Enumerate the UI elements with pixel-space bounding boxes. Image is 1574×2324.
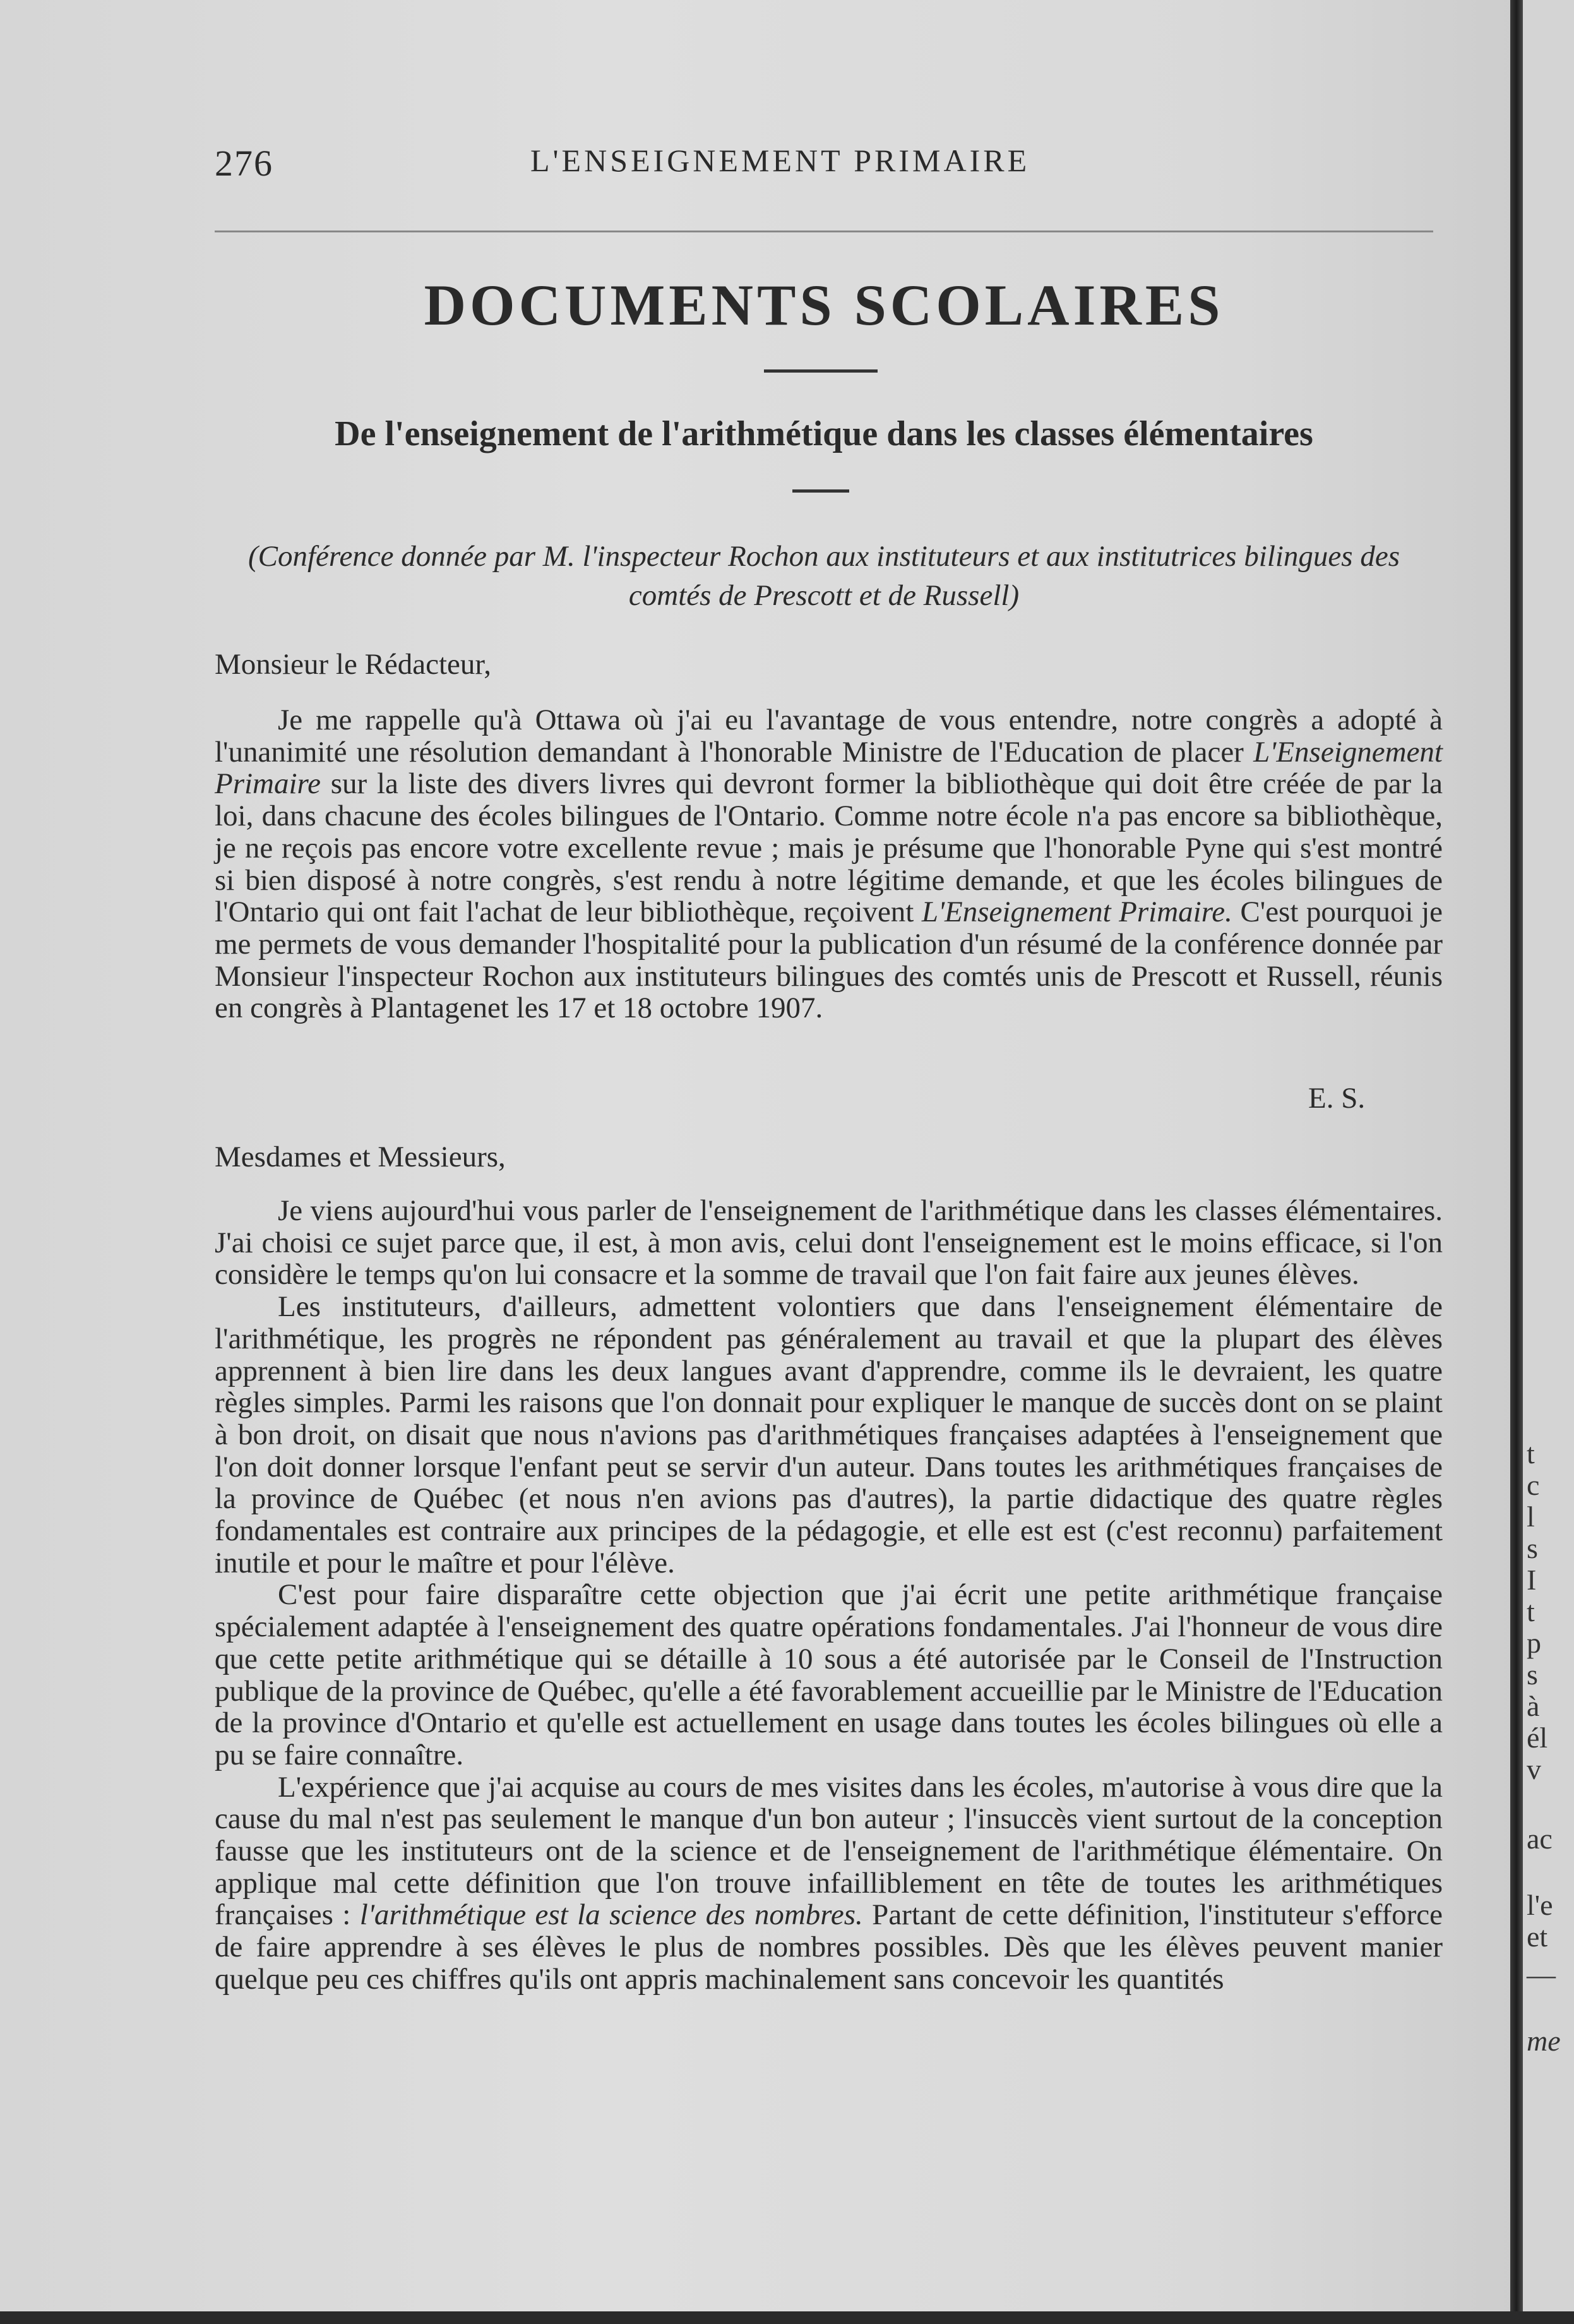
book-spine [1510, 0, 1523, 2324]
lecture-text-4a: L'expérience que j'ai acquise au cours de mes visites dans les écoles, m'autorise à vous dire que la cause du mal n'est pas seulement le manque d'un bon auteur ; l'insuccès vient surtout de la conception fausse que les instituteurs ont de la science et de l'enseignement de l'arithmétique élémentaire. On applique mal cette définition que l'on trouve infailliblement en tête de toutes les arithmétiques françaises : [215, 1770, 1443, 1932]
section-title: DOCUMENTS SCOLAIRES [424, 273, 1224, 337]
lecture-body [215, 1195, 1443, 1996]
facing-fragment: — [1527, 1958, 1556, 1991]
facing-fragment: l [1527, 1500, 1535, 1533]
facing-fragment: c [1527, 1469, 1540, 1501]
lecture-salutation: Mesdames et Messieurs, [215, 1141, 506, 1173]
letter-text-2: sur la liste des divers livres qui devront former la bibliothèque qui doit être créée de par la loi, dans chacune des écoles bilingues de l'Ontario. Comme notre école n'a pas encore sa bibliothèque, je ne reçois pas encore votre excellente revue ; mais je présume que l'honorable Pyne qui s'est montré si bien disposé à notre congrès, s'est rendu à notre légitime demande, et que les écoles bilingues de l'Ontario qui ont fait l'achat de leur bibliothèque, reçoivent [215, 767, 1443, 929]
lecture-paragraph-4 [215, 1771, 1443, 1996]
facing-fragment: et [1527, 1920, 1548, 1953]
facing-fragment: t [1527, 1595, 1535, 1627]
lecture-paragraph-3: C'est pour faire disparaître cette objection que j'ai écrit une petite arithmétique française spécialement adaptée à l'enseignement des quatre opérations fondamentales. J'ai l'honneur de vous dire que cette petite arithmétique qui se détaille à 10 sous a été autorisée par le Conseil de l'Instruction publique de la province de Québec, qu'elle a été favorablement accueillie par le Ministre de l'Education de la province d'Ontario et qu'elle est actuellement en usage dans toutes les écoles bilingues où elle a pu se faire connaître. [215, 1578, 1443, 1771]
lecture-text-4c: Partant de cette définition, l'instituteur s'efforce de faire apprendre à ses élèves le plus de nombres possibles. Dès que les élèves peuvent manier quelque peu ces chiffres qu'ils ont appris machinalement sans concevoir les quantités [215, 1898, 1443, 1996]
facing-fragment: I [1527, 1564, 1537, 1596]
facing-fragment: ac [1527, 1823, 1553, 1855]
facing-fragment: me [1527, 2025, 1561, 2057]
facing-fragment: l'e [1527, 1889, 1553, 1921]
header-rule [215, 231, 1433, 232]
facing-fragment: s [1527, 1658, 1538, 1691]
lecture-paragraph-1: Je viens aujourd'hui vous parler de l'enseignement de l'arithmétique dans les classes élémentaires. J'ai choisi ce sujet parce que, il est, à mon avis, celui dont l'enseignement est le moins efficace, si l'on considère le temps qu'on lui consacre et la somme de travail que l'on fait faire aux jeunes élèves. [215, 1194, 1443, 1291]
letter-paragraph [215, 704, 1443, 1024]
facing-fragment: s [1527, 1532, 1538, 1564]
letter-salutation: Monsieur le Rédacteur, [215, 648, 491, 681]
letter-text-1: Je me rappelle qu'à Ottawa où j'ai eu l'avantage de vous entendre, notre congrès a adopté à l'unanimité une résolution demandant à l'honorable Ministre de l'Education de placer [215, 704, 1443, 769]
running-head [215, 142, 1433, 186]
journal-name-2: L'Enseignement Primaire. [921, 895, 1232, 929]
page-number: 276 [215, 143, 273, 184]
scan-bottom-edge [0, 2311, 1574, 2324]
definition-quote: l'arithmétique est la science des nombres. [359, 1898, 863, 1932]
facing-fragment: v [1527, 1753, 1541, 1785]
facing-fragment: p [1527, 1627, 1541, 1659]
article-title: De l'enseignement de l'arithmétique dans les classes élémentaires [335, 414, 1313, 453]
letter-signature: E. S. [1308, 1082, 1366, 1115]
subtitle-divider [792, 489, 849, 493]
facing-page-edge [1523, 0, 1574, 2324]
facing-fragment: él [1527, 1722, 1548, 1754]
facing-fragment: t [1527, 1437, 1535, 1470]
title-divider [764, 369, 878, 373]
facing-fragment: à [1527, 1690, 1540, 1722]
running-title: L'ENSEIGNEMENT PRIMAIRE [530, 143, 1030, 178]
lecture-paragraph-2: Les instituteurs, d'ailleurs, admettent volontiers que dans l'enseignement élémentaire de l'arithmétique, les progrès ne répondent pas généralement au travail et que la plupart des élèves apprennent à bien lire dans les deux langues avant d'apprendre, comme ils le devraient, les quatre règles simples. Parmi les raisons que l'on donnait pour expliquer le manque de succès dont on se plaint à bon droit, on disait que nous n'avions pas d'arithmétiques françaises adaptées à l'enseignement que l'on doit donner lorsque l'enfant peut se servir d'un auteur. Dans toutes les arithmétiques françaises de la province de Québec (et nous n'en avions pas d'autres), la partie didactique des quatre règles fondamentales est contraire aux principes de la pédagogie, et elle est est (c'est reconnu) parfaitement inutile et pour le maître et pour l'élève. [215, 1290, 1443, 1579]
letter-body [215, 704, 1443, 1024]
conference-note: (Conférence donnée par M. l'inspecteur Rochon aux instituteurs et aux institutrices bilingues des comtés de Prescott et de Russell) [247, 540, 1400, 612]
journal-name-1: L'Enseignement Primaire [215, 735, 1443, 801]
letter-text-3: C'est pourquoi je me permets de vous demander l'hospitalité pour la publication d'un résumé de la conférence donnée par Monsieur l'inspecteur Rochon aux instituteurs bilingues des comtés unis de Prescott et Russell, réunis en congrès à Plantagenet les 17 et 18 octobre 1907. [215, 895, 1443, 1025]
